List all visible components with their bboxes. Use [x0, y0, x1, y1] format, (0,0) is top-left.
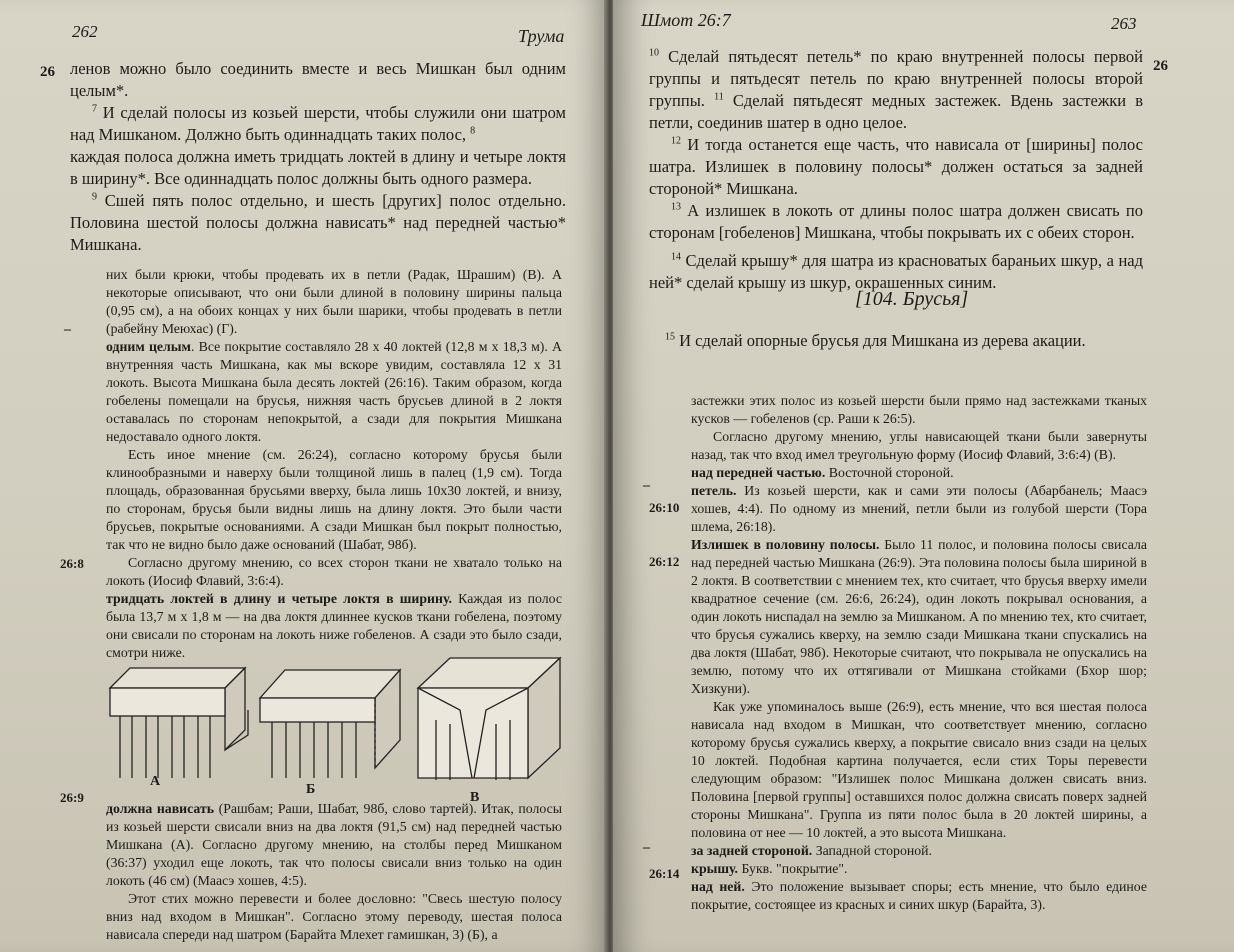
commentary-block: [691, 392, 1147, 914]
running-head: Трума: [518, 26, 565, 46]
note-paragraph: [106, 338, 562, 446]
verse-number: 12: [671, 135, 681, 147]
note-paragraph: Этот стих можно перевести и более дословно: "Свесь шестую полосу вниз над входом в Мишкан". Согласно этому переводу, шестая полоса нависала спереди над шатром (Барайта Млехет гамишкан, 3) (Б), а: [106, 891, 562, 942]
note-text: Это положение вызывает споры; есть мнение, что было единое покрытие, состоящее из красных и синих шкур (Барайта, 3).: [691, 879, 1147, 912]
page-number: 263: [1111, 14, 1137, 33]
chapter-marker: 26: [40, 64, 55, 80]
verse-reference: 26:8: [60, 556, 84, 571]
verse-line: [70, 102, 566, 146]
note-text: Букв. "покрытие".: [741, 861, 848, 876]
note-text: Было 11 полос, и половина полосы свисала над передней частью Мишкана (26:9). Эта половина полосы была шириной в 2 локтя. В соответствии с мнением тех, кто считает, что брусья вверху имели квадратное сечение (см. 26:6, 26:24), один локоть покрывал основания, а один локоть ниспадал на землю за Мишканом. А по мнению тех, кто считает, что брусья сужались кверху, на землю сзади Мишкана ткани спускались на два локтя (Шабат, 98б). Некоторые считают, что покрывала не опускались на землю, потому что их оттягивали от Мишкана стойками (Бхор шор; Хизкуни).: [691, 537, 1147, 696]
verse-number: 9: [92, 191, 97, 203]
note-lemma: над ней.: [691, 879, 745, 894]
note-paragraph: Есть иное мнение (см. 26:24), согласно которому брусья были клинообразными и наверху были толщиной лишь в палец (1,9 см). Тогда площадь, образованная брусьями вверху, была лишь 10х30 локтей, и внизу, по сторонам, брусья были видны лишь на длину локтя. Это были части брусьев, покрытые основаниями. А сзади Мишкан был покрыт полностью, так что не видно было даже оснований (Шабат, 98б).: [106, 447, 562, 552]
figure-label-b: Б: [306, 782, 316, 797]
note-paragraph: Согласно другому мнению, со всех сторон ткани не хватало только на локоть (Иосиф Флавий, 3:6:4).: [106, 555, 562, 588]
note-lemma: одним целым: [106, 339, 191, 354]
verse-number: 8: [470, 125, 476, 137]
note-lemma: за задней стороной.: [691, 843, 813, 858]
verse-number: 10: [649, 47, 659, 59]
verse-number: 15: [665, 331, 675, 343]
note-paragraph: застежки этих полос из козьей шерсти были прямо над застежками тканых кусков — гобеленов (ср. Раши к 26:5).: [691, 393, 1147, 426]
note-lemma: Излишек в половину полосы.: [691, 537, 880, 552]
verse-text: Сделай пятьдесят медных застежек. Вдень застежки в петли, соединив шатер в одно целое.: [649, 91, 1144, 132]
lemma-dash: –: [643, 840, 650, 855]
chapter-marker: 26: [1153, 58, 1168, 74]
note-paragraph: [691, 860, 1147, 878]
note-text: (Рашбам; Раши, Шабат, 98б, слово тартей). Итак, полосы из козьей шерсти свисали вниз на два локтя (91,5 см) над передней частью Мишкана (А). Согласно другому мнению, на столбы перед Мишканом (36:37) уходил еще локоть, так что полосы свисали вниз только на один локоть (46 см) (Маасэ хошев, 4:5).: [106, 801, 562, 888]
note-paragraph: [691, 482, 1147, 536]
lemma-dash: –: [64, 322, 71, 337]
figure-a: [110, 668, 248, 778]
verse-block: [649, 46, 1143, 294]
note-lemma: тридцать локтей в длину и четыре локтя в ширину.: [106, 591, 452, 606]
verse-15: [665, 330, 1145, 352]
running-head: Шмот 26:7: [641, 10, 731, 30]
section-heading: [104. Брусья]: [855, 288, 969, 310]
verse-reference: 26:14: [649, 866, 680, 881]
right-page: [613, 0, 1234, 952]
tabernacle-figure: [100, 640, 570, 790]
note-lemma: крышу.: [691, 861, 739, 876]
note-paragraph: [691, 878, 1147, 914]
note-text: . Все покрытие составляло 28 х 40 локтей (12,8 м х 18,3 м). А внутренняя часть Мишкана, как мы вскоре увидим, составляла 12 х 31 локоть. Высота Мишкана была десять локтей (26:16). Таким образом, когда гобелены помещали на брусья, нижняя часть брусьев длиной в 2 локтя оставалась по сторонам непокрытой, а сзади для покрытия Мишкана недоставало одного локтя.: [106, 339, 563, 444]
commentary-block: [106, 266, 562, 662]
verse-line: [70, 190, 566, 256]
verse-number: 11: [714, 91, 724, 103]
verse-line: [649, 134, 1143, 200]
figure-b: [260, 670, 400, 778]
note-paragraph: [691, 464, 1147, 482]
note-text: Каждая из полос была 13,7 м х 1,8 м — на два локтя длиннее кусков ткани гобелена, поэтому они свисали по сторонам на локоть ниже гобеленов. А сзади это было сзади, смотри ниже.: [106, 591, 563, 660]
verse-number: 14: [671, 251, 681, 263]
verse-text: И сделай опорные брусья для Мишкана из дерева акации.: [679, 331, 1086, 350]
verse-text: Сделай пятьдесят петель* по краю внутренней полосы первой группы и пятьдесят петель по краю внутренней полосы второй группы.: [649, 47, 1144, 110]
figure-c: [418, 658, 560, 780]
note-text: Из козьей шерсти, как и сами эти полосы (Абарбанель; Маасэ хошев, 4:4). По одному из мнений, петли были из голубой шерсти (Тора шлема, 26:18).: [691, 483, 1148, 534]
commentary-block-bottom: [106, 800, 562, 944]
page-number: 262: [72, 22, 98, 41]
verse-number: 7: [92, 103, 97, 115]
note-lemma: должна нависать: [106, 801, 215, 816]
lemma-dash: –: [643, 478, 650, 493]
verse-reference: 26:9: [60, 790, 84, 805]
verse-reference: 26:12: [649, 554, 680, 569]
verse-text: Сделай крышу* для шатра из красноватых бараньих шкур, а над ней* сделай крышу из шкур, окрашенных синим.: [649, 251, 1143, 292]
note-text: Западной стороной.: [815, 843, 932, 858]
note-paragraph: Как уже упоминалось выше (26:9), есть мнение, что вся шестая полоса нависала над входом в Мишкан, что соответствует мнению, согласно которому брусья сужались кверху, а покрытие свисало вниз сзади на целых 10 локтей. Подобная картина получается, если стих Торы перевести следующим образом: "Излишек полос Мишкана должен свисать вниз. Половина [первой группы] оставшихся полос должна свисать поверх задней стороны Мишкана". Группа из пяти полос была в 20 локтей ширины, а половина от нее — 10 локтей, а это высота Мишкана.: [691, 699, 1147, 840]
note-paragraph: них были крюки, чтобы продевать их в петли (Радак, Шрашим) (В). А некоторые описывают, что они были длиной в половину ширины пальца (0,95 см), а на обоих концах у них были шарики, чтобы продевать в петли (рабейну Меюхас) (Г).: [106, 267, 562, 336]
verse-reference: 26:10: [649, 500, 680, 515]
note-paragraph: [691, 842, 1147, 860]
verse-number: 13: [671, 201, 681, 213]
verse-line: [649, 46, 1143, 134]
note-paragraph: [106, 800, 562, 890]
figure-label-c: В: [470, 790, 480, 805]
verse-text: Сшей пять полос отдельно, и шесть [других] полос отдельно. Половина шестой полосы должна нависать* над передней частью* Мишкана.: [70, 191, 566, 254]
verse-text: И тогда останется еще часть, что нависала от [ширины] полос шатра. Излишек в половину полосы* должен остаться за задней стороной* Мишкана.: [649, 135, 1143, 198]
note-text: Восточной стороной.: [828, 465, 954, 480]
figure-label-a: А: [150, 774, 161, 789]
verse-line: ленов можно было соединить вместе и весь Мишкан был одним целым*.: [70, 59, 566, 100]
note-lemma: петель.: [691, 483, 737, 498]
note-lemma: над передней частью.: [691, 465, 826, 480]
verse-text: И сделай полосы из козьей шерсти, чтобы служили они шатром над Мишканом. Должно быть одиннадцать таких полос,: [70, 103, 566, 144]
verse-line: каждая полоса должна иметь тридцать локтей в длину и четыре локтя в ширину*. Все одиннадцать полос должны быть одного размера.: [70, 147, 566, 188]
verse-line: [665, 330, 1145, 352]
verse-line: [649, 200, 1143, 244]
note-paragraph: Согласно другому мнению, углы нависающей ткани были завернуты назад, так что вход имел треугольную форму (Иосиф Флавий, 3:6:4) (В).: [691, 429, 1147, 462]
verse-block: [70, 58, 566, 256]
left-page: [0, 0, 609, 952]
note-paragraph: [691, 536, 1147, 698]
verse-text: А излишек в локоть от длины полос шатра должен свисать по сторонам [гобеленов] Мишкана, чтобы покрывать их с обеих сторон.: [649, 201, 1144, 242]
